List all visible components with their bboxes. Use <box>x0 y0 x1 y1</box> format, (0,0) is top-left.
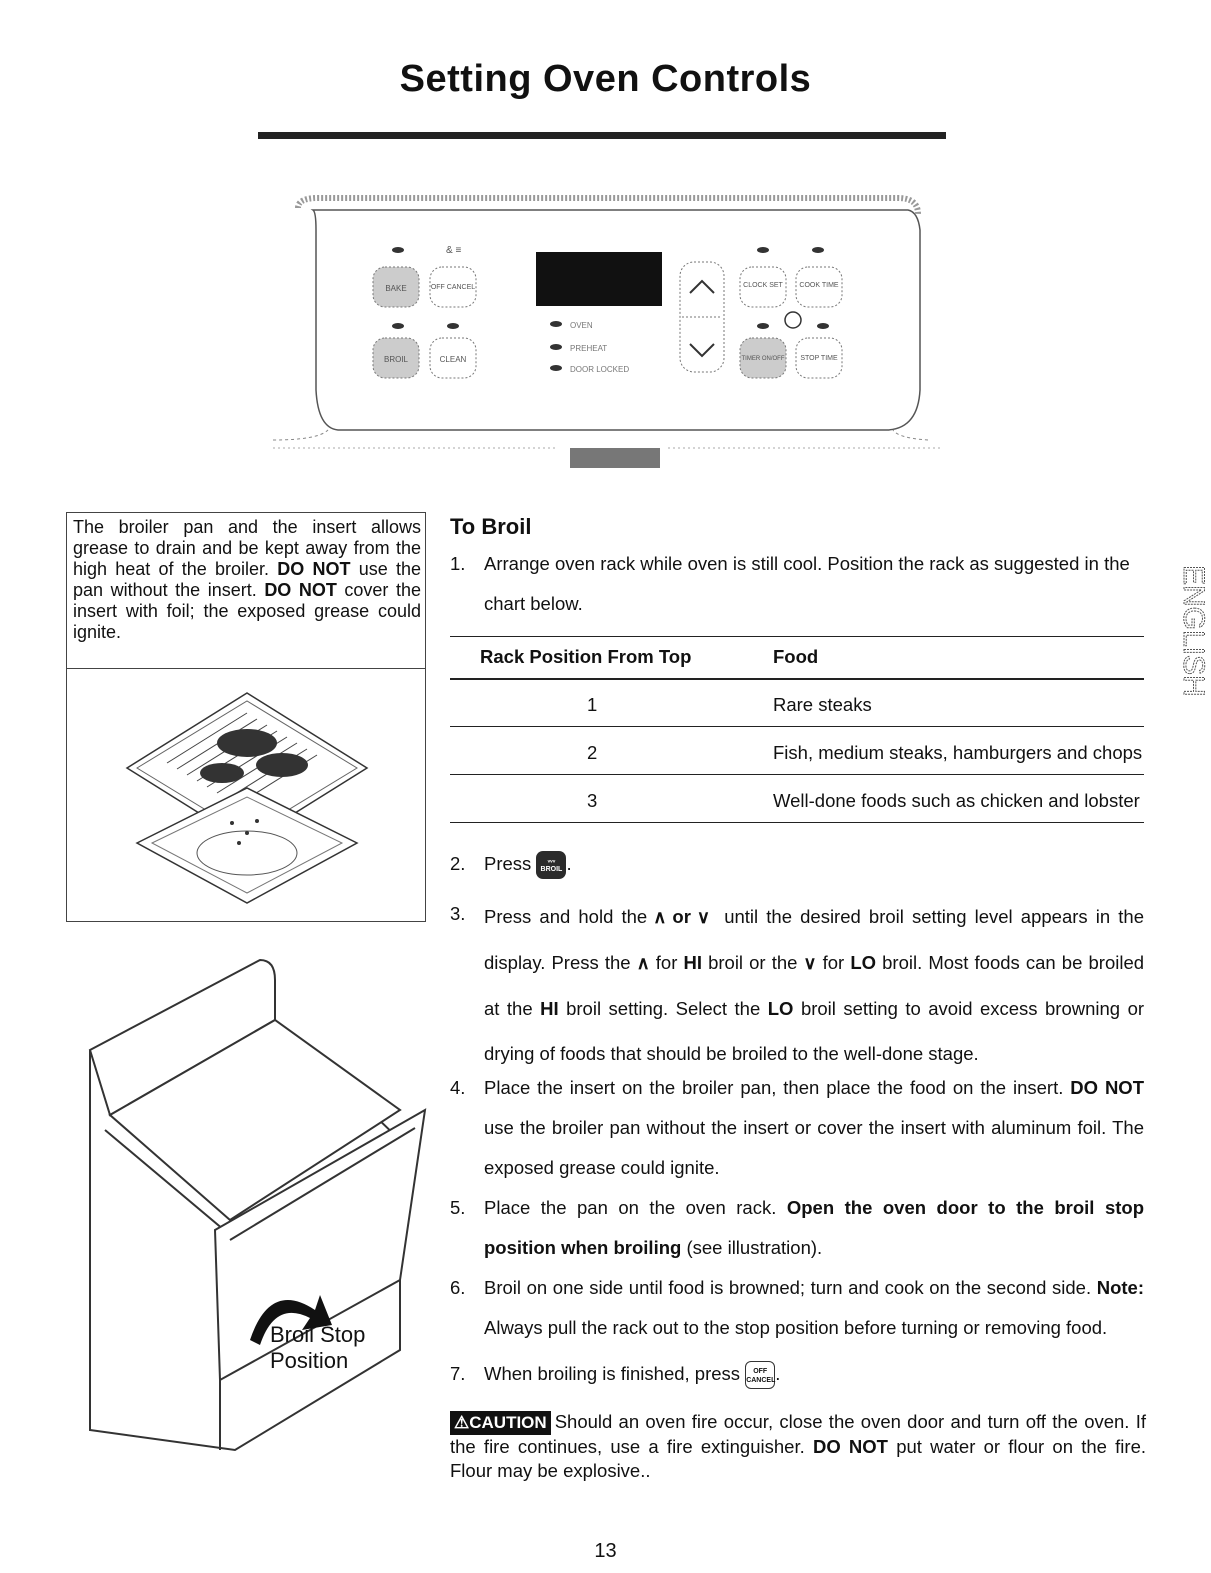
indicator-preheat: PREHEAT <box>570 344 608 353</box>
broiler-pan-callout <box>66 512 426 922</box>
step-6-number: 6. <box>450 1277 466 1298</box>
step-3-or: or <box>672 906 691 927</box>
step-6 <box>450 1268 1150 1348</box>
off-key-text: CANCEL <box>746 1377 776 1385</box>
step-6-bold: Note: <box>1096 1277 1145 1298</box>
step-1 <box>450 544 1150 624</box>
table-rule-top <box>450 636 1144 637</box>
step-3-d: broil or the <box>708 952 798 973</box>
step-3-c: for <box>655 952 678 973</box>
page-number: 13 <box>594 1540 617 1562</box>
step-3-hi: HI <box>683 952 702 973</box>
callout-bold-2: DO NOT <box>264 580 337 600</box>
step-5-b: (see illustration). <box>686 1237 823 1258</box>
control-panel-drawing <box>258 190 948 480</box>
table-rule-header <box>450 678 1144 680</box>
step-1-text: Arrange oven rack while oven is still cool. Position the rack as suggested in the chart below. <box>484 553 1130 614</box>
callout-text-1: The broiler pan and the insert allows grease to drain and be kept away from the high heat of the broiler. <box>73 517 421 579</box>
step-3-number: 3. <box>450 903 466 924</box>
broil-key-text: BROIL <box>540 866 563 874</box>
down-arrow-icon-2: ∨ <box>803 953 817 973</box>
step-2-text: Press <box>484 853 532 874</box>
step-5 <box>450 1188 1150 1268</box>
caution-badge: ⚠CAUTION <box>450 1411 551 1435</box>
step-3-b: until the desired broil setting level appears in the display. Press the <box>484 906 1144 973</box>
table-row-1-food: Rare steaks <box>773 694 872 715</box>
step-3-a: Press and hold the <box>484 906 648 927</box>
step-3-lo: LO <box>850 952 877 973</box>
caution-notice <box>450 1410 1146 1483</box>
table-row-3-position: 3 <box>587 790 598 811</box>
step-2 <box>450 844 1150 884</box>
step-2-post: . <box>566 853 572 874</box>
step-7-post: . <box>775 1363 781 1384</box>
stop-time-key-label: STOP TIME <box>800 355 838 362</box>
up-arrow-icon-2: ∧ <box>636 953 650 973</box>
step-3-h: broil setting to avoid excess browning or drying of foods that should be broiled to the well-done stage. <box>484 998 1145 1064</box>
indicator-door-locked: DOOR LOCKED <box>570 365 630 374</box>
caution-text-a: Should an oven fire occur, close the oven door and turn off the oven. If the fire continues, use a fire extinguisher. <box>450 1411 1146 1457</box>
step-2-number: 2. <box>450 853 466 874</box>
title-rule <box>258 132 946 139</box>
table-header-position: Rack Position From Top <box>480 646 692 667</box>
step-1-number: 1. <box>450 553 466 574</box>
broil-stop-label-2: Position <box>270 1348 349 1373</box>
callout-text-3: cover the insert with foil; the exposed grease could ignite. <box>73 580 421 642</box>
table-header-food: Food <box>773 646 819 667</box>
table-row-2-food: Fish, medium steaks, hamburgers and chops <box>773 742 1143 763</box>
page-title: Setting Oven Controls <box>399 58 812 100</box>
callout-divider <box>67 668 425 669</box>
step-3-f: broil. Most foods can be broiled at the <box>484 952 1145 1019</box>
step-5-number: 5. <box>450 1197 466 1218</box>
down-arrow-icon: ∨ <box>696 907 711 927</box>
step-4-a: Place the insert on the broiler pan, then place the food on the insert. <box>484 1077 1064 1098</box>
broil-key-top: ᵥᵥᵥ <box>547 857 556 865</box>
broiler-pan-illustration <box>107 673 387 918</box>
step-4-bold: DO NOT <box>1070 1077 1144 1098</box>
table-rule-2 <box>450 774 1144 775</box>
table-rule-bottom <box>450 822 1144 823</box>
caution-text-b: put water or flour on the fire. Flour may be explosive.. <box>450 1436 1146 1481</box>
range-broil-stop-illustration <box>70 950 440 1450</box>
step-5-bold: Open the oven door to the broil stop position when broiling <box>484 1197 1144 1258</box>
callout-text-2: use the pan without the insert. <box>73 559 421 600</box>
section-heading: To Broil <box>450 514 532 539</box>
step-3-text <box>484 894 1144 1076</box>
step-7-text: When broiling is finished, press <box>484 1363 741 1384</box>
lock-icon-label: & ≡ <box>446 245 462 256</box>
step-3-lo2: LO <box>767 998 794 1019</box>
step-6-b: Always pull the rack out to the stop position before turning or removing food. <box>484 1317 1108 1338</box>
off-key-top: OFF <box>753 1368 768 1376</box>
step-7 <box>450 1354 1150 1394</box>
step-4-b: use the broiler pan without the insert or cover the insert with aluminum foil. The exposed grease could ignite. <box>484 1117 1144 1178</box>
step-3-hi2: HI <box>540 998 559 1019</box>
broil-key-icon <box>536 851 566 879</box>
step-5-a: Place the pan on the oven rack. <box>484 1197 777 1218</box>
step-3 <box>450 894 1150 1064</box>
table-row-3-food: Well-done foods such as chicken and lobster <box>773 790 1140 811</box>
table-row-2-position: 2 <box>587 742 598 763</box>
step-7-number: 7. <box>450 1363 466 1384</box>
broil-stop-label-1: Broil Stop <box>270 1322 366 1347</box>
broil-key-label: BROIL <box>383 355 409 364</box>
off-cancel-key-icon <box>745 1361 775 1389</box>
indicator-oven: OVEN <box>570 321 593 330</box>
cook-time-key-label: COOK TIME <box>799 282 839 289</box>
bake-key-label: BAKE <box>385 284 407 293</box>
callout-text <box>67 517 427 643</box>
callout-bold-1: DO NOT <box>277 559 351 579</box>
clean-key-label: CLEAN <box>439 355 467 364</box>
clock-set-key-label: CLOCK SET <box>743 282 783 289</box>
step-3-e: for <box>822 952 845 973</box>
step-3-g: broil setting. Select the <box>566 998 761 1019</box>
step-4-number: 4. <box>450 1077 466 1098</box>
caution-bold: DO NOT <box>812 1436 888 1457</box>
step-4 <box>450 1068 1150 1188</box>
control-panel-illustration <box>258 190 948 480</box>
english-side-text: ENGLISH <box>1177 565 1210 697</box>
table-row-1-position: 1 <box>587 694 598 715</box>
timer-key-label: TIMER ON/OFF <box>741 356 785 362</box>
step-6-a: Broil on one side until food is browned; turn and cook on the second side. <box>484 1277 1092 1298</box>
off-cancel-key-label: OFF CANCEL <box>430 284 476 291</box>
table-rule-1 <box>450 726 1144 727</box>
up-arrow-icon: ∧ <box>653 907 667 927</box>
